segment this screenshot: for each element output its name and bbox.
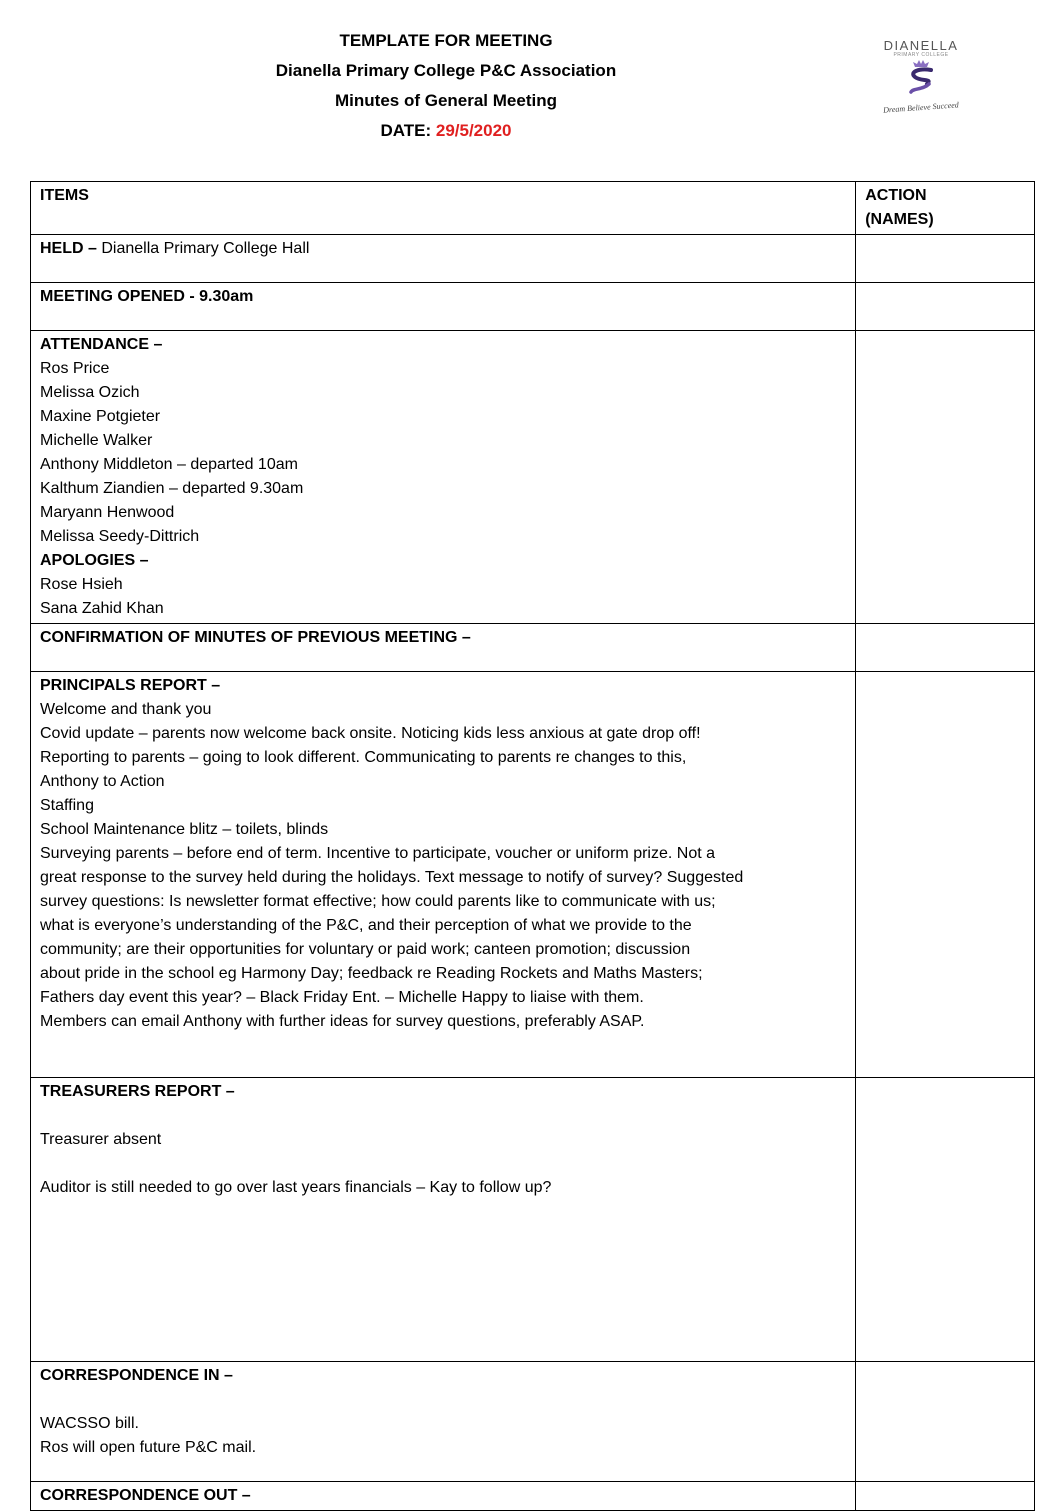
principals-cell [31, 672, 856, 1078]
attendance-action-cell [856, 331, 1035, 624]
logo-tagline: Dream Believe Succeed [882, 100, 960, 115]
report-line: Welcome and thank you [40, 701, 212, 718]
attendee: Kalthum Ziandien – departed 9.30am [40, 480, 304, 497]
date-value: 29/5/2020 [435, 121, 512, 140]
correspondence-out-action-cell [856, 1482, 1035, 1511]
correspondence-in-cell [31, 1362, 856, 1482]
apology: Sana Zahid Khan [40, 600, 164, 617]
correspondence-in-label: CORRESPONDENCE IN – [40, 1367, 233, 1384]
meeting-opened-cell: MEETING OPENED - 9.30am [31, 283, 856, 331]
correspondence-out-row [31, 1482, 1035, 1511]
report-line: Members can email Anthony with further ideas for survey questions, preferably ASAP. [40, 1013, 645, 1030]
treasurers-label: TREASURERS REPORT – [40, 1083, 235, 1100]
items-header: ITEMS [31, 182, 856, 235]
attendee: Ros Price [40, 360, 110, 377]
principals-label: PRINCIPALS REPORT – [40, 677, 221, 694]
opened-row [31, 283, 1035, 331]
date-label: DATE: [380, 121, 436, 140]
document-header [0, 26, 892, 146]
header-association: Dianella Primary College P&C Association [275, 61, 617, 80]
school-logo [866, 38, 976, 124]
confirmation-cell: CONFIRMATION OF MINUTES OF PREVIOUS MEETING – [31, 624, 856, 672]
logo-subtitle: PRIMARY COLLEGE [893, 52, 949, 58]
correspondence-out-cell: CORRESPONDENCE OUT – [31, 1482, 856, 1511]
treasurer-absent: Treasurer absent [40, 1131, 162, 1148]
report-line: great response to the survey held during the holidays. Text message to notify of survey? Suggested [40, 869, 744, 886]
action-header: ACTION (NAMES) [856, 182, 1035, 235]
report-line: Surveying parents – before end of term. Incentive to participate, voucher or uniform prize. Not a [40, 845, 716, 862]
apology: Rose Hsieh [40, 576, 123, 593]
header-date [0, 116, 892, 146]
attendee: Melissa Seedy-Dittrich [40, 528, 200, 545]
table-header-row [31, 182, 1035, 235]
opened-action-cell [856, 283, 1035, 331]
attendee: Melissa Ozich [40, 384, 140, 401]
report-line: what is everyone’s understanding of the P&C, and their perception of what we provide to the [40, 917, 692, 934]
treasurers-row [31, 1078, 1035, 1362]
principals-action-cell [856, 672, 1035, 1078]
attendance-label: ATTENDANCE – [40, 336, 163, 353]
report-line: Staffing [40, 797, 94, 814]
principals-row [31, 672, 1035, 1078]
correspondence-in-row [31, 1362, 1035, 1482]
minutes-table [30, 181, 1035, 1511]
report-line: community; are their opportunities for voluntary or paid work; canteen promotion; discussion [40, 941, 691, 958]
attendance-row [31, 331, 1035, 624]
apologies-label: APOLOGIES – [40, 552, 149, 569]
report-line: survey questions: Is newsletter format effective; how could parents like to communicate with us; [40, 893, 716, 910]
header-meeting-type: Minutes of General Meeting [335, 91, 557, 110]
attendee: Michelle Walker [40, 432, 153, 449]
treasurers-action-cell [856, 1078, 1035, 1362]
confirmation-action-cell [856, 624, 1035, 672]
report-line: Reporting to parents – going to look different. Communicating to parents re changes to this, [40, 749, 687, 766]
attendee: Anthony Middleton – departed 10am [40, 456, 298, 473]
report-line: about pride in the school eg Harmony Day; feedback re Reading Rockets and Maths Masters; [40, 965, 703, 982]
header-title: TEMPLATE FOR MEETING [339, 31, 553, 50]
report-line: Covid update – parents now welcome back onsite. Noticing kids less anxious at gate drop off! [40, 725, 701, 742]
attendee: Maxine Potgieter [40, 408, 161, 425]
held-action-cell [856, 235, 1035, 283]
report-line: Fathers day event this year? – Black Friday Ent. – Michelle Happy to liaise with them. [40, 989, 644, 1006]
logo-name: DIANELLA [883, 38, 959, 53]
attendance-cell [31, 331, 856, 624]
confirmation-row [31, 624, 1035, 672]
auditor-note: Auditor is still needed to go over last years financials – Kay to follow up? [40, 1179, 552, 1196]
report-line: Anthony to Action [40, 773, 165, 790]
correspondence-in-action-cell [856, 1362, 1035, 1482]
treasurers-cell [31, 1078, 856, 1362]
correspondence-line: Ros will open future P&C mail. [40, 1439, 257, 1456]
report-line: School Maintenance blitz – toilets, blinds [40, 821, 329, 838]
attendee: Maryann Henwood [40, 504, 175, 521]
logo-swoosh-icon [901, 58, 941, 98]
held-row [31, 235, 1035, 283]
held-cell: HELD – Dianella Primary College Hall [31, 235, 856, 283]
correspondence-line: WACSSO bill. [40, 1415, 139, 1432]
